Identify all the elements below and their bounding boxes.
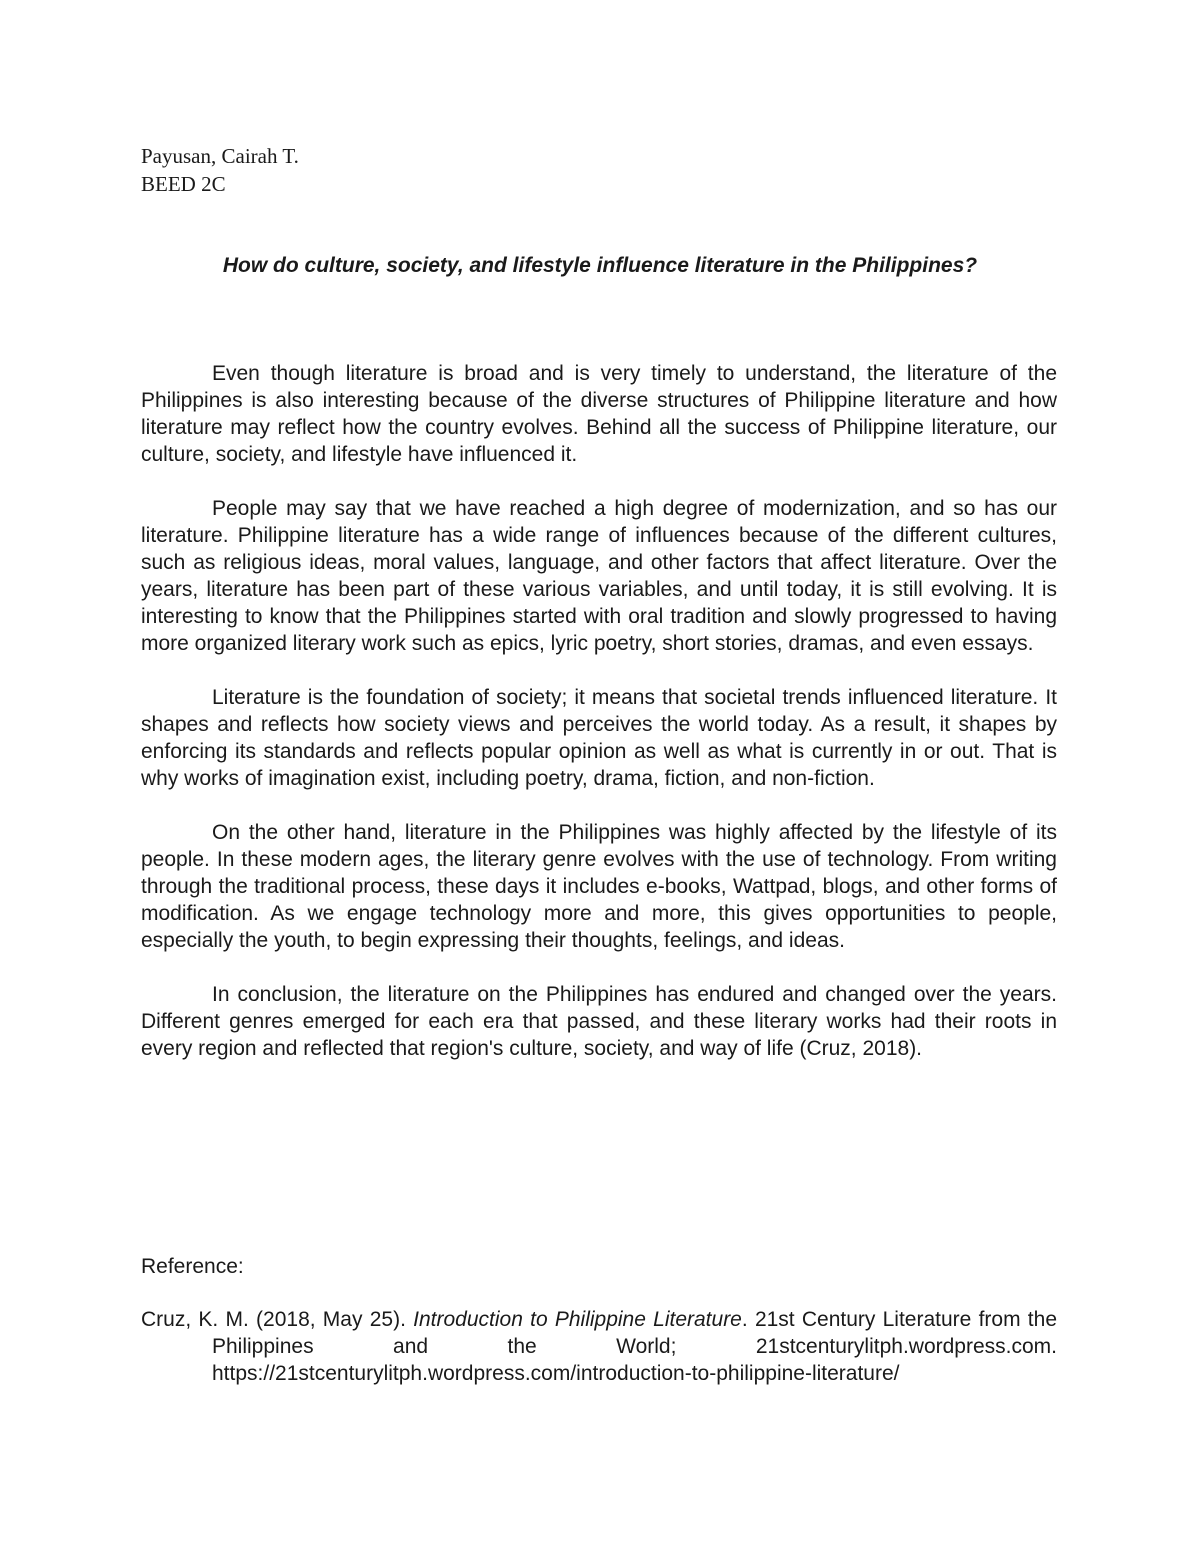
essay-body xyxy=(141,360,1057,1089)
paragraph-4: On the other hand, literature in the Philippines was highly affected by the lifestyle of its people. In these modern ages, the literary genre evolves with the use of technology. From writing through the traditional process, these days it includes e-books, Wattpad, blogs, and other forms of modification. As we engage technology more and more, this gives opportunities to people, especially the youth, to begin expressing their thoughts, feelings, and ideas. xyxy=(141,821,1057,952)
course-section: BEED 2C xyxy=(141,172,226,196)
essay-title: How do culture, society, and lifestyle influence literature in the Philippines? xyxy=(222,254,978,277)
paragraph-2: People may say that we have reached a high degree of modernization, and so has our literature. Philippine literature has a wide range of influences because of the different cultures, such as religious ideas, moral values, language, and other factors that affect literature. Over the years, literature has been part of these various variables, and until today, it is still evolving. It is interesting to know that the Philippines started with oral tradition and slowly progressed to having more organized literary work such as epics, lyric poetry, short stories, dramas, and even essays. xyxy=(141,497,1057,655)
reference-label: Reference: xyxy=(141,1255,244,1278)
reference-entry xyxy=(141,1306,1057,1387)
reference-suffix: . 21st Century Literature from the Philippines and the World; 21stcenturylitph.wordpress.com. https://21stcenturylitph.wordpress.com/introduction-to-philippine-literature/ xyxy=(212,1308,1057,1385)
paragraph-5: In conclusion, the literature on the Philippines has endured and changed over the years. Different genres emerged for each era that passed, and these literary works had their roots in every region and reflected that region's culture, society, and way of life (Cruz, 2018). xyxy=(141,983,1057,1060)
paragraph-1: Even though literature is broad and is very timely to understand, the literature of the Philippines is also interesting because of the diverse structures of Philippine literature and how literature may reflect how the country evolves. Behind all the success of Philippine literature, our culture, society, and lifestyle have influenced it. xyxy=(141,362,1057,466)
paragraph-3: Literature is the foundation of society; it means that societal trends influenced literature. It shapes and reflects how society views and perceives the world today. As a result, it shapes by enforcing its standards and reflects popular opinion as well as what is currently in or out. That is why works of imagination exist, including poetry, drama, fiction, and non-fiction. xyxy=(141,686,1057,790)
author-name: Payusan, Cairah T. xyxy=(141,144,299,168)
author-header xyxy=(141,142,299,198)
reference-title: Introduction to Philippine Literature xyxy=(413,1308,742,1331)
reference-prefix: Cruz, K. M. (2018, May 25). xyxy=(141,1308,414,1331)
